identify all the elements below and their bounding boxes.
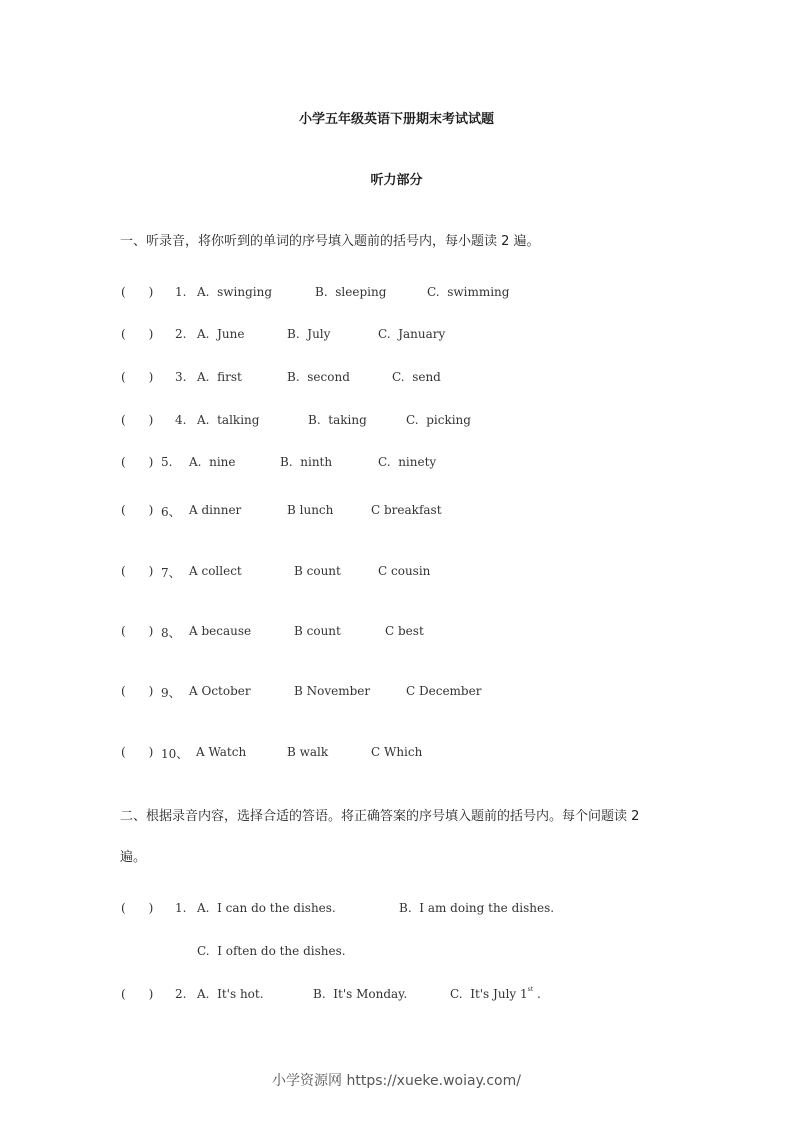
- option-a: A October: [189, 684, 251, 698]
- option-a: A. I can do the dishes.: [197, 901, 336, 915]
- question-number: 2.: [175, 327, 187, 341]
- option-a: A. first: [197, 370, 242, 384]
- option-a: A Watch: [196, 745, 247, 759]
- option-a: A. talking: [197, 413, 260, 427]
- page-title: 小学五年级英语下册期末考试试题: [298, 112, 494, 127]
- footer-watermark: 小学资源网 https://xueke.woiay.com/: [272, 1073, 521, 1089]
- option-c-text: C. It's July 1: [450, 987, 528, 1001]
- option-c: C. I often do the dishes.: [197, 944, 346, 958]
- question-number: 7、: [161, 566, 181, 580]
- question-number: 1.: [175, 901, 187, 915]
- option-c: C cousin: [378, 564, 431, 578]
- section-title-listening: 听力部分: [370, 173, 423, 188]
- option-a: A dinner: [189, 503, 242, 517]
- question-number: 3.: [175, 370, 187, 384]
- option-c: [450, 987, 541, 1001]
- option-b: B November: [294, 684, 371, 698]
- section1-heading: 一、听录音，将你听到的单词的序号填入题前的括号内，每小题读 2 遍。: [120, 234, 540, 249]
- option-b: B count: [294, 624, 341, 638]
- question-number: 1.: [175, 285, 187, 299]
- answer-bracket[interactable]: ( ): [121, 564, 154, 578]
- answer-bracket[interactable]: ( ): [121, 370, 154, 384]
- answer-bracket[interactable]: ( ): [121, 503, 154, 517]
- option-b: B count: [294, 564, 341, 578]
- answer-bracket[interactable]: ( ): [121, 745, 154, 759]
- option-a: A. June: [197, 327, 245, 341]
- option-b: B. second: [287, 370, 350, 384]
- option-a: A. It's hot.: [197, 987, 264, 1001]
- option-c: C best: [385, 624, 424, 638]
- option-c-end: .: [533, 987, 541, 1001]
- option-b: B. taking: [308, 413, 367, 427]
- option-c: C. January: [378, 327, 446, 341]
- option-c: C breakfast: [371, 503, 442, 517]
- option-b: B lunch: [287, 503, 334, 517]
- ordinal-suffix: st: [527, 986, 534, 993]
- section2-heading-line1: 二、根据录音内容，选择合适的答语。将正确答案的序号填入题前的括号内。每个问题读 2: [120, 809, 640, 824]
- option-a: A. swinging: [197, 285, 273, 299]
- answer-bracket[interactable]: ( ): [121, 684, 154, 698]
- option-b: B. sleeping: [315, 285, 387, 299]
- answer-bracket[interactable]: ( ): [121, 285, 154, 299]
- question-number: 5.: [161, 455, 173, 469]
- option-a: A collect: [189, 564, 242, 578]
- option-c: C December: [406, 684, 482, 698]
- option-b: B walk: [287, 745, 329, 759]
- option-c: C. ninety: [378, 455, 437, 469]
- option-c: C. swimming: [427, 285, 510, 299]
- option-a: A. nine: [189, 455, 236, 469]
- question-number: 4.: [175, 413, 187, 427]
- option-b: B. I am doing the dishes.: [399, 901, 555, 915]
- option-c: C. send: [392, 370, 441, 384]
- question-number: 6、: [161, 505, 181, 519]
- section2-heading-line2: 遍。: [120, 850, 147, 865]
- option-b: B. It's Monday.: [313, 987, 408, 1001]
- answer-bracket[interactable]: ( ): [121, 327, 154, 341]
- question-number: 2.: [175, 987, 187, 1001]
- option-a: A because: [189, 624, 252, 638]
- answer-bracket[interactable]: ( ): [121, 901, 154, 915]
- option-b: B. ninth: [280, 455, 333, 469]
- option-c: C. picking: [406, 413, 471, 427]
- question-number: 8、: [161, 626, 181, 640]
- answer-bracket[interactable]: ( ): [121, 987, 154, 1001]
- answer-bracket[interactable]: ( ): [121, 413, 154, 427]
- answer-bracket[interactable]: ( ): [121, 455, 154, 469]
- option-b: B. July: [287, 327, 331, 341]
- question-number: 10、: [161, 747, 189, 761]
- answer-bracket[interactable]: ( ): [121, 624, 154, 638]
- option-c: C Which: [371, 745, 423, 759]
- question-row-continued: [121, 944, 346, 986]
- question-number: 9、: [161, 686, 181, 700]
